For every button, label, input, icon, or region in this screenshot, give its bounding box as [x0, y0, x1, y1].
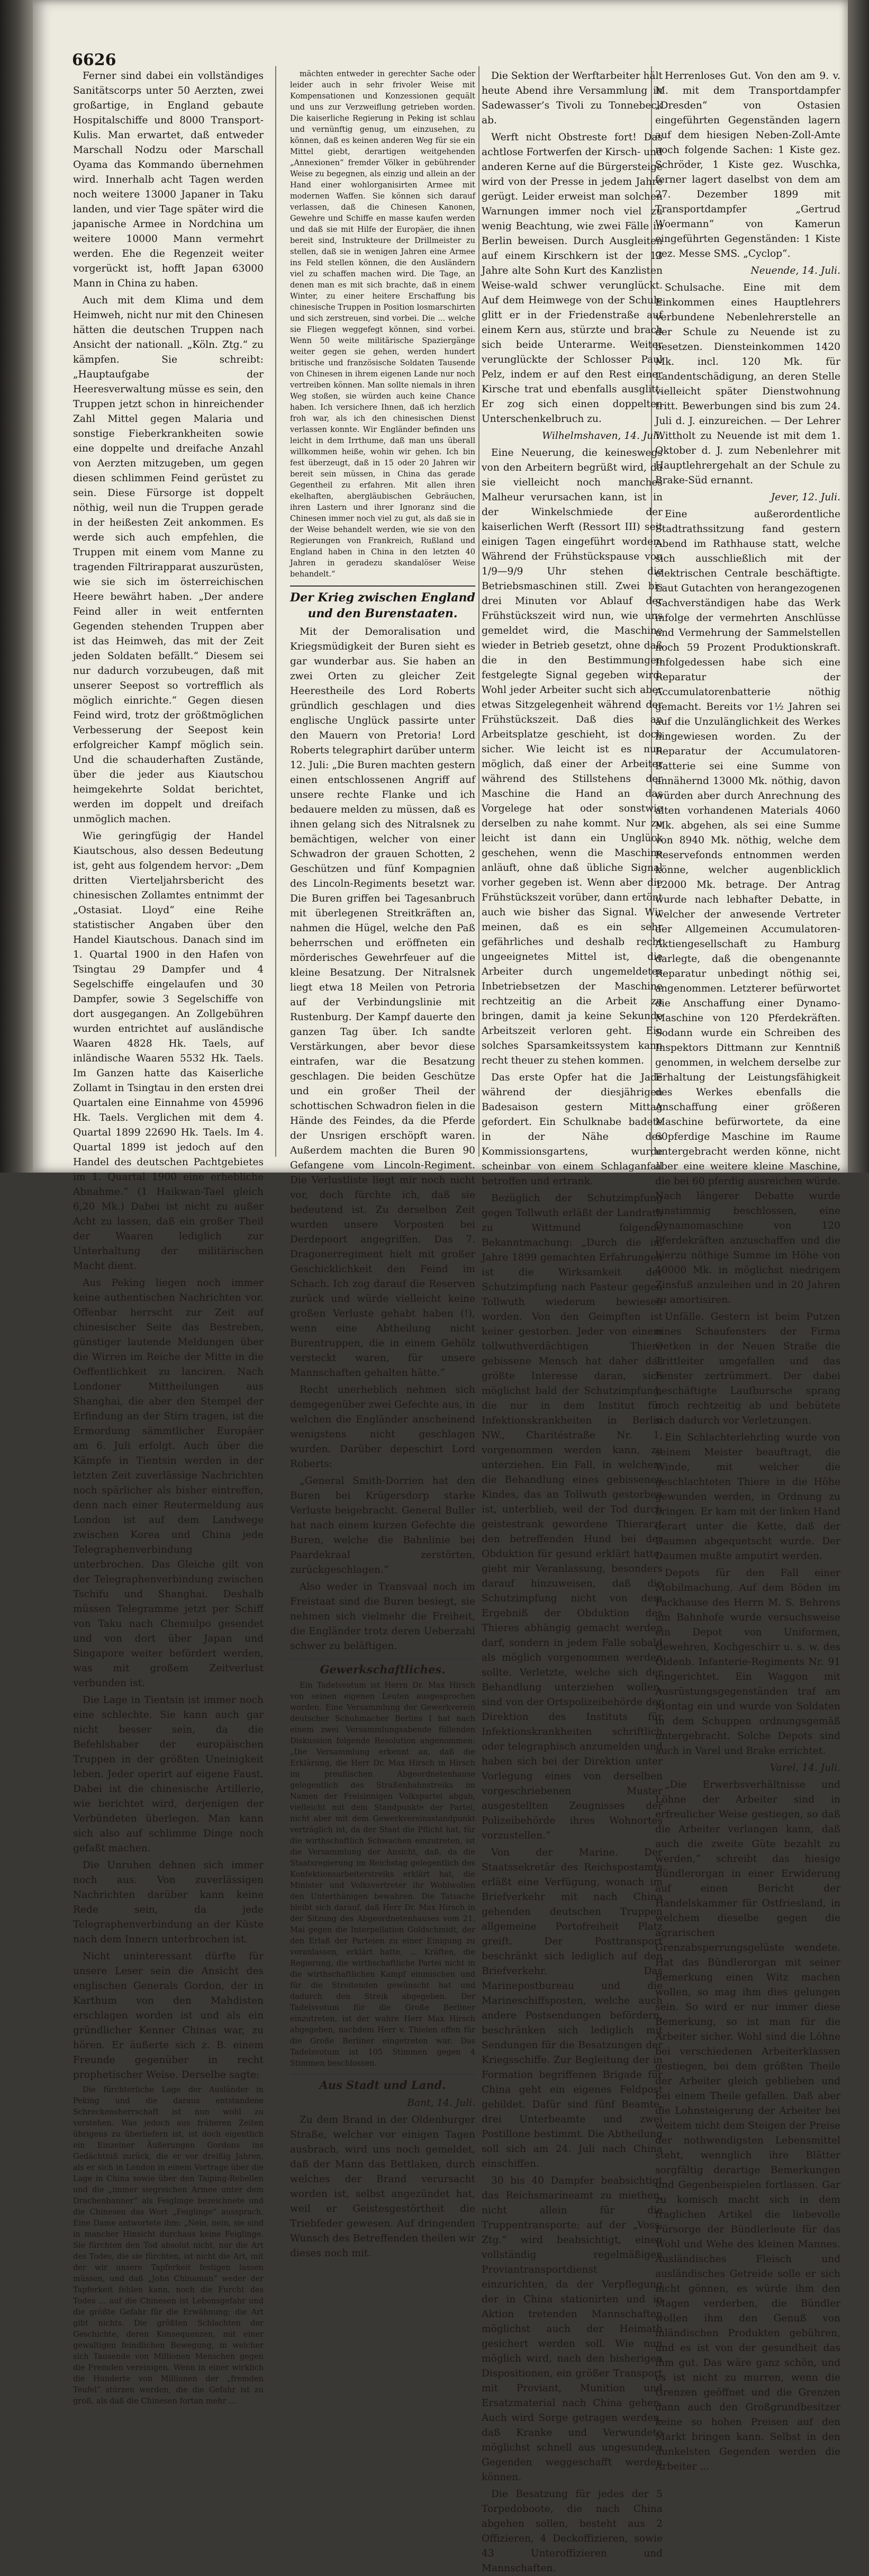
- article-paragraph: Werft nicht Obstreste fort! Das achtlose Fortwerfen der Kirsch- und anderen Kerne auf die Bürgersteige wird von der Presse in jedem Jahre gerügt. Leider erweist man solchen Warnungen immer noch viel zu wenig Beachtung, wie zwei Fälle in Berlin beweisen. Durch Ausgleiten auf einem Kirschkern ist der 13 Jahre alte Sohn Kurt des Kanzlisten Weise-wald schwer verunglückt. Auf dem Heimwege von der Schule glitt er in der Friedenstraße auf einem Kern aus, stürzte und brach sich beide Unterarme. Weiter verunglückte der Schlosser Paul Pelz, indem er auf den Rest einer Kirsche trat und ebenfalls ausglitt. Er zog sich einen doppelten Unterschenkelbruch zu.: [482, 132, 663, 425]
- article-paragraph: Mit der Demoralisation und Kriegsmüdigkeit der Buren sieht es gar wunderbar aus. Sie haben an zwei Orten zu gleicher Zeit Heerestheile des Lord Roberts gründlich geschlagen und dies englische Unglück passirte unter den Mauern von Pretoria! Lord Roberts telegraphirt darüber unterm 12. Juli: „Die Buren machten gestern einen entschlossenen Angriff auf unsere rechte Flanke und ich bedauere melden zu müssen, daß es ihnen gelang sich des Nitralsnek zu bemächtigen, welcher von einer Schwadron der grauen Schotten, 2 Geschützen und fünf Kompagnien des Lincoln-Regiments besetzt war. Die Buren griffen bei Tagesanbruch mit überlegenen Streitkräften an, nahmen die Hügel, welche den Paß beherrschen und eröffneten ein mörderisches Gewehrfeuer auf die kleine Besatzung. Der Nitralsnek liegt etwa 18 Meilen von Petroria auf der Verbindungslinie mit Rustenburg. Der Kampf dauerte den ganzen Tag über. Ich sandte Verstärkungen, aber bevor diese eintrafen, war die Besatzung geschlagen. Die beiden Geschütze und ein großer Theil der schottischen Schwadron fielen in die Hände des Feindes, da die Pferde der Unsrigen erschöpft waren. Außerdem machten die Buren 90 Gefangene vom Lincoln-Regiment. Die Verlustliste liegt mir noch nicht vor, doch fürchte ich, daß sie bedeutend ist. Zu derselben Zeit wurden unsere Vorposten bei Derdepoort angegriffen. Das 7. Dragonerregiment hielt mit großer Geschicklichkeit den Feind im Schach. Ich zog darauf die Reserven zurück und würde vielleicht keine großen Verluste gehabt haben (!), wenn eine Abtheilung nicht Burentruppen, die in einem Gehölz versteckt waren, für unsere Mannschaften gehalten hätte.“: [290, 626, 475, 1379]
- article-paragraph: Die Lage in Tientsin ist immer noch eine schlechte. Sie kann auch gar nicht besser sein, da die Befehlshaber der europäischen Truppen in der größten Uneinigkeit leben. Jeder operirt auf eigene Faust. Dabei ist die chinesische Artillerie, wie berichtet wird, derjenigen der Verbündeten überlegen. Man kann sich also auf schlimme Dinge noch gefaßt machen.: [73, 1695, 264, 1854]
- article-paragraph: Wie geringfügig der Handel Kiautschous, also dessen Bedeutung ist, geht aus folgendem hervor: „Dem dritten Vierteljahrsbericht des chinesischen Zollamtes entnimmt der „Ostasiat. Lloyd“ eine Reihe statistischer Angaben über den Handel Kiautschous. Danach sind im 1. Quartal 1900 in den Hafen von Tsingtau 29 Dampfer und 4 Segelschiffe eingelaufen und 30 Dampfer, sowie 3 Segelschiffe von dort ausgegangen. An Zollgebühren wurden entrichtet auf ausländische Waaren 4828 Hk. Taels, auf inländische Waaren 5532 Hk. Taels. Im Ganzen hatte das Kaiserliche Zollamt in Tsingtau in den ersten drei Quartalen eine Einnahme von 45996 Hk. Taels. Verglichen mit dem 4. Quartal 1899 22690 Hk. Taels. Im 4. Quartal 1899 ist jedoch auf den Handel des deutschen Pachtgebietes im 1. Quartal 1900 eine erhebliche Abnahme.“ (1 Haikwan-Tael gleich 6,20 Mk.) Dabei ist nicht zu außer Acht zu lassen, daß ein großer Theil der Waaren lediglich zur Unterhaltung der militärischen Macht dient.: [73, 831, 264, 1272]
- column-rule: [275, 66, 276, 1157]
- article-paragraph: Zu dem Brand in der Oldenburger Straße, welcher vor einigen Tagen ausbrach, wird uns noch gemeldet, daß der Mann das Bettlaken, durch welches der Brand verursacht worden ist, selbst angezündet hat, weil er Geistesgestörtheit die Triebfeder gewesen. Auf dringenden Wunsch des Betreffenden theilen wir dieses noch mit.: [290, 2114, 475, 2259]
- section-heading: Gewerkschaftliches.: [290, 1658, 475, 1677]
- column-rule: [478, 66, 479, 1157]
- article-paragraph: „Die Erwerbsverhältnisse und Löhne der Arbeiter sind in erfreulicher Weise gestiegen, so daß die Arbeiter verlangen kann, daß auch die zweite Güte bezahlt zu werden,“ schreibt das hiesige Bündlerorgan in einer Erwiderung auf einen Bericht der Handelskammer für Ostfriesland, in welchem dieselbe gegen die agrarischen Grenzabsperrungsgelüste wendete. Hat das Bündlerorgan mit seiner Bemerkung einen Witz machen wollen, so mag ihm dies gelungen sein. So wird er nur immer diese Bemerkung, so ist man für die Arbeiter sicher. Wohl sind die Löhne bei verschiedenen Arbeiterklassen gestiegen, bei dem größten Theile der Arbeiter gleich geblieben und bei einem Theile gefallen. Daß aber die Lohnsteigerung der Arbeiter bei weitem nicht dem Steigen der Preise der nothwendigsten Lebensmittel steht, wennglich ihre Blätter sorgfältig derartige Bemerkungen und Gegenbeispielen fortlassen. Gar zu komisch macht sich in dem fraglichen Artikel die liebevolle Fürsorge der Bündlerleute für das Wohl und Wehe des kleinen Mannes. Ausländisches Fleisch und ausländisches Getreide solle er sich nicht gönnen, es würde ihm den Magen verderben, die Bündler wollen ihm den Genuß von inländischen Produkten gebühren, und es ist von der gesundheit das ihm gut. Das wäre ganz schön, und es ist nicht zu murren, wenn die Grenzen geöffnet und die Grenzen dann auch den Großgrundbesitzer keine so hohen Preisen auf den Markt bringen kann. Selbst in den dunkelsten Gegenden werden die Arbeiter ...: [655, 1779, 840, 2472]
- article-paragraph: 30 bis 40 Dampfer beabsichtigt das Reichsmarineamt zu miethen, nicht allein für die Truppentransporte; auf der „Voss. Ztg.“ wird beabsichtigt, einen vollständig regelmäßigen Proviantransportdienst einzurichten, da der Verpflegung der in China stationirten und in Aktion tretenden Mannschaften möglichst auch der Heimath gesichert werden soll. Wie nun möglich wird, nach den bisherigen Dispositionen, ein größer Transport mit Proviant, Munition und Ersatzmaterial nach China gehen. Auch wird Sorge getragen werden, daß Kranke und Verwundete möglichst schnell aus ungesunden Gegenden weggeschafft werden können.: [482, 2175, 663, 2483]
- article-paragraph: Eine Neuerung, die keineswegs von den Arbeitern begrüßt wird, da sie vielleicht noch manches Malheur verursachen kann, ist in der Winkelschmiede der kaiserlichen Werft (Ressort III) seit einigen Tagen eingeführt worden. Während der Frühstückspause von 1/9—9/9 Uhr stehen die Betriebsmaschinen still. Zwei bis drei Minuten vor Ablauf der Frühstückszeit wird nun, wie uns gemeldet wird, die Maschine wieder in Betrieb gesetzt, ohne daß die in den Bestimmungen festgelegte Signal gegeben wird. Wohl jeder Arbeiter sucht sich aber etwas Sitzgelegenheit während der Frühstückszeit. Daß dies an Arbeitsplatze geschieht, ist doch sicher. Wie leicht ist es nun möglich, daß einer der Arbeiter während des Stillstehens der Maschine die Hand an das Vorgelege hat oder sonstwie derselben zu nahe kommt. Nur zu leicht ist dann ein Unglück geschehen, wenn die Maschine anläuft, ohne daß übliche Signal vorher gegeben ist. Wenn aber die Frühstückszeit vorüber, dann ertönt auch wie bisher das Signal. Wir meinen, daß es ein sehr gefährliches und deshalb recht ungeeignetes Mittel ist, die Arbeiter durch ungemeldetes Inbetriebsetzen der Maschine rechtzeitig an die Arbeit zu bringen, damit ja keine Sekunde Arbeitszeit verloren geht. Ein solches Sparsamkeitssystem kann recht theuer zu stehen kommen.: [482, 447, 663, 1066]
- dateline: Varel, 14. Juli.: [770, 1762, 840, 1773]
- article-paragraph: Bezüglich der Schutzimpfung gegen Tollwuth erläßt der Landrath zu Wittmund folgende Bekanntmachung: „Durch die im Jahre 1899 gemachten Erfahrungen ist die Wirksamkeit der Schutzimpfung nach Pasteur gegen Tollwuth wiederum bewiesen worden. Von den Geimpften ist keiner gestorben. Jeder von einem tollwuthverdächtigen Thiere gebissene Mensch hat daher das größte Interesse daran, sich möglichst bald der Schutzimpfung, die nur in dem Institut für Infektionskrankheiten in Berlin NW., Charitéstraße Nr. 1, vorgenommen werden kann, zu unterziehen. Ein Fall, in welchem die Behandlung eines gebissenen Kindes, das an Tollwuth gestorben ist, unterblieb, weil der Tod durch geistestrank gewordene Thierarzt den betreffenden Hund bei der Obduktion für gesund erklärt hatte, giebt mir Veranlassung, besonders darauf hinzuweisen, daß die Schutzimpfung nicht von dem Ergebniß der Obduktion des Thieres abhängig gemacht werden darf, sondern in jedem Falle sobald als möglich vorgenommen werden sollte. Verletzte, welche sich der Behandlung unterziehen wollen, sind von der Ortspolizeibehörde der Direktion des Instituts für Infektionskrankheiten schriftlich oder telegraphisch anzumelden und haben sich bei der Direktion unter Vorlegung eines von derselben vorgeschriebenen Muster ausgestellten Zeugnisses der Polizeibehörde ihres Wohnortes vorzustellen.“: [482, 1193, 663, 1841]
- article-paragraph: Ferner sind dabei ein vollständiges Sanitätscorps unter 50 Aerzten, zwei großartige, in England gebaute Hospitalschiffe und 8000 Transport-Kulis. Man erwartet, daß entweder Marschall Nodzu oder Marschall Oyama das Kommando übernehmen wird. Innerhalb acht Tagen werden noch weitere 13000 Japaner in Taku landen, und vier Tage später wird die japanische Armee in Nordchina um weitere 10000 Mann vermehrt werden. Ehe die Regenzeit weiter vorgerückt ist, hofft Japan 63000 Mann in China zu haben.: [73, 70, 264, 289]
- article-paragraph: Unfälle. Gestern ist beim Putzen eines Schaufensters der Firma Oetken in der Neuen Straße die Trittleiter umgefallen und das Fenster zertrümmert. Der dabei beschäftigte Laufbursche sprang noch rechtzeitig ab und behütete sich dadurch vor Verletzungen.: [655, 1311, 840, 1426]
- column-3: [482, 69, 663, 2574]
- dateline: Wilhelmshaven, 14. Juli.: [542, 430, 663, 442]
- article-paragraph: mächten entweder in gerechter Sache oder leider auch in sehr frivoler Weise mit Kompensationen und Konzessionen gequält und uns zur Verzweiflung getrieben worden. Die kaiserliche Regierung in Peking ist schlau und vernünftig genug, um einzusehen, zu können, daß es keinen anderen Weg für sie ein Mittel giebt, derartigen weitgehenden „Annexionen“ fremder Völker in gebührender Weise zu begegnen, als einzig und allein an der Hand einer wohlorganisirten Armee mit modernen Waffen. Sie können sich darauf verlassen, daß die Chinesen Kanonen, Gewehre und Schiffe en masse kaufen werden und daß sie mit Hilfe der Europäer, die ihnen bereit sind, Instrukteure der Drillmeister zu stellen, daß sie in wenigen Jahren eine Armee ins Feld stellen können, die den Ausländern viel zu schaffen machen wird. Die Tage, an denen man es mit sich brachte, daß in einem Winter, zu einer heitere Erschaffung bis chinesische Truppen in Position losmarschirten und sich zerstreuen, sind vorbei. Die ... welche sie Fliegen weggefegt können, sind vorbei. Wenn 50 weite militärische Spaziergänge weiter gegen sie gehen, werden hundert britische und französische Soldaten Tausende von Chinesen in ihrem eigenen Lande nur noch vertreiben können. Man sollte niemals in ihren Weg stoßen, sie würden auch keine Chance haben. Ich versichere Ihnen, daß ich herzlich froh war, als ich den chinesischen Dienst verlassen konnte. Wir Engländer befinden uns leicht in dem Irrthume, daß man uns überall willkommen heiße, wohin wir gehen. Ich bin fest überzeugt, daß in 15 oder 20 Jahren wir bereit sein müssen, in China das gerade Gegentheil zu erfahren. Mit allen ihren ekelhaften, abergläubischen Gebräuchen, ihren Lastern und ihrer Ignoranz sind die Chinesen immer noch viel zu gut, als daß sie in der Weise behandelt werden, wie sie von den Regierungen von Frankreich, Rußland und England haben in China in den letzten 40 Jahren in geradezu skandalöser Weise behandelt.“: [290, 70, 475, 579]
- article-paragraph: Ein Schlachterlehrling wurde von seinem Meister beauftragt, die Winde, mit welcher die geschlachteten Thiere in die Höhe gewunden werden, in Ordnung zu bringen. Er kam mit der linken Hand derart unter die Kette, daß der Daumen abgequetscht wurde. Der Daumen mußte amputirt werden.: [655, 1432, 840, 1562]
- article-paragraph: Die Unruhen dehnen sich immer noch aus. Von zuverlässigen Nachrichten darüber kann keine Rede sein, da jede Telegraphenverbindung an der Küste nach dem Innern unterbrochen ist.: [73, 1860, 264, 1945]
- book-binding-left: [0, 0, 33, 1173]
- article-paragraph: Nicht uninteressant dürfte für unsere Leser sein die Ansicht des englischen Generals Gordon, der in Karthum von den Mahdisten erschlagen worden ist und als ein gründlicher Kenner Chinas war, zu hören. Er äußerte sich z. B. einem Freunde gegenüber in recht prophetischer Weise. Derselbe sagte:: [73, 1951, 264, 2080]
- page-number: 6626: [72, 51, 116, 69]
- article-paragraph: „General Smith-Dorrien hat den Buren bei Krügersdorp starke Verluste beigebracht. General Buller hat nach einem kurzen Gefechte die Buren, welche die Bahnlinie bei Paardekraal zerstörten, zurückgeschlagen.“: [290, 1475, 475, 1575]
- article-paragraph: Schulsache. Eine mit dem Einkommen eines Hauptlehrers verbundene Nebenlehrerstelle an der Schule zu Neuende ist zu besetzen. Diensteinkommen 1420 Mk. incl. 120 Mk. für Landentschädigung, an deren Stelle vielleicht später Dienstwohnung tritt. Bewerbungen sind bis zum 24. Juli d. J. einzureichen. — Der Lehrer Wittholt zu Neuende ist mit dem 1. Oktober d. J. zum Nebenlehrer mit Hauptlehrergehalt an der Schule zu Brake-Süd ernannt.: [655, 282, 840, 486]
- article-paragraph: Die Sektion der Werftarbeiter hält heute Abend ihre Versammlung in Sadewasser’s Tivoli zu Tonnebeck ab.: [482, 70, 663, 126]
- section-heading: Der Krieg zwischen England und den Burenstaaten.: [290, 586, 475, 622]
- dateline: Jever, 12. Juli.: [771, 492, 840, 503]
- quote-paragraph: Die fürchterliche Lage der Ausländer in Peking und die daraus entstandene Schreckensherrschaft ist nun wohl zu verstehen. Was jedoch aus früheren Zeiten übrigens zu überliefern ist, ist doch eigentlich ein Einzelner Äußerungen Gordons ins Gedächtniß zurück, die er vor dreißig Jahren, als er sich in London in einem Vortrage über die Lage in China sowie über den Taiping-Rebellen und die „immer siegreichen Armee unter dem Drachenbanner“ als Feiglinge bezeichnete und die Chinesen das Wort „Feiglinge“ aussprach. Eine Dame antwortete ihm: „Nein, nein, sie sind in mancher Hinsicht durchaus keine Feiglinge. Sie fürchten den Tod absolut nicht, nur die Art des Todes, die sie fürchten, ist nicht die Art, mit der wir unsere Tapferkeit festigen lassen müssen, und daß „John Chinaman“ weder der Tapferkeit fehlen kann, noch die Furcht des Todes ... auf die Chinesen ist Lebensgefahr und die größte Gefahr für die Erwähnung; die Art gibt nichts. Die größten Schlachten der Geschichte, deren Konsequenzen, mit einer gewaltigen feindlichen Bewegung, in welcher sich Tausende von Millionen Menschen gegen die Fremden vereinigen. Wenn in einer wirklich die Hunderte von Millionen der „fremden Teufel“ stürzen werden, die die Gefahr ist zu groß, als daß die Chinesen fortan mehr ...: [73, 2086, 264, 2406]
- section-heading: Aus Stadt und Land.: [290, 2074, 475, 2093]
- article-paragraph: Aus Peking liegen noch immer keine authentischen Nachrichten vor. Offenbar herrscht zur Zeit auf chinesischer Seite das Bestreben, günstiger lautende Meldungen über die Wirren im Reiche der Mitte in die Oeffentlichkeit zu lanciren. Nach Londoner Mittheilungen aus Shanghai, die aber den Stempel der Erfindung an der Stirn tragen, ist die Ermordung sämmtlicher Europäer am 6. Juli erfolgt. Auch über die Kämpfe in Tientsin werden in der letzten Zeit zuverlässige Nachrichten noch spärlicher als bisher eintreffen, denn nach einer Reutermeldung aus London ist auf dem Landwege zwischen Korea und China jede Telegraphenverbindung unterbrochen. Das Gleiche gilt von der Telegraphenverbindung zwischen Tschifu und Shanghai. Deshalb müssen Telegramme jetzt per Schiff von Taku nach Chemulpo gesendet und von dort über Japan und Singapore weiter befördert werden, was mit großem Zeitverlust verbunden ist.: [73, 1277, 264, 1689]
- article-paragraph: Eine außerordentliche Stadtrathssitzung fand gestern Abend im Rathhause statt, welche sich ausschließlich mit der elektrischen Centrale beschäftigte. Laut Gutachten von herangezogenen Sachverständigen habe das Werk infolge der vermehrten Anschlüsse und Vermehrung der Sammelstellen noch 59 Prozent Produktionskraft. Infolgedessen habe sich eine Reparatur der Accumulatorenbatterie nöthig gemacht. Bereits vor 1½ Jahren sei auf die Unzulänglichkeit des Werkes hingewiesen worden. Zu der Reparatur der Accumulatoren-Batterie sei eine Summe von annähernd 13000 Mk. nöthig, davon würden aber durch Anrechnung des alten vorhandenen Materials 4060 Mk. abgehen, als sei eine Summe von 8940 Mk. nöthig, welche dem Reservefonds entnommen werden könne, welcher augenblicklich 12000 Mk. betrage. Der Antrag wurde nach lebhafter Debatte, in welcher der anwesende Vertreter der Allgemeinen Accumulatoren-Aktiengesellschaft zu Hamburg darlegte, daß die obengenannte Reparatur unbedingt nöthig sei, angenommen. Letzterer befürwortet die Anschaffung einer Dynamo-Maschine von 120 Pferdekräften. Sodann wurde ein Schreiben des Inspektors Dittmann zur Kenntniß genommen, in welchem derselbe zur Erhaltung der Leistungsfähigkeit des Werkes ebenfalls die Anschaffung einer größeren Maschine befürwortete, da eine 60pferdige Maschine im Raume untergebracht werden könne, nicht aber eine weitere kleine Maschine, die bei 60 pferdig ausreichen würde. Nach längerer Debatte wurde einstimmig beschlossen, eine Dynamomaschine von 120 Pferdekräften anzuschaffen und die hierzu nöthige Summe im Höhe von 40000 Mk. in möglichst niedrigem Zinsfuß anzuleihen und in 20 Jahren zu amortisiren.: [655, 509, 840, 1305]
- dateline: Bant, 14. Juli.: [407, 2097, 475, 2109]
- article-paragraph: Depots für den Fall einer Mobilmachung. Auf dem Böden im Packhause des Herrn M. S. Behrens am Bahnhofe wurde versuchsweise ein Depot von Uniformen, Gewehren, Kochgeschirr u. s. w. des Oldenb. Infanterie-Regiments Nr. 91 eingerichtet. Ein Waggon mit Ausrüstungsgegenständen traf am Montag ein und wurde von Soldaten in dem Schuppen ordnungsgemäß untergebracht. Solche Depots sind auch in Varel und Brake errichtet.: [655, 1568, 840, 1757]
- article-paragraph: Ein Tadelsvotum ist Herrn Dr. Max Hirsch von seinen eigenen Leuten ausgesprochen worden. Eine Versammlung der Gewerkverein deutscher Schuhmacher Berlins I hat nach einem zwei Versammlungsabende füllenden Diskussion folgende Resolution angenommen: „Die Versammlung erkennt an, daß die Erklärung, die Herr Dr. Max Hirsch in Hirsch im preußischen Abgeordnetenhause gelegentlich des Straßenbahnstreiks im Namen der Freisinnigen Volkspartei abgab, vielleicht mit dem Standpunkte der Partei, nicht aber mit dem Gewerkvereinsstandpunkt verträglich ist, da der Staat die Pflicht hat, für die wirthschaftlich Schwachen einzutreten, ist die Versammlung der Ansicht, daß, da die Staatsregierung im Reichstag gelegentlich des Konfektionsarbeiterstreiks erklärt hat, die Minister und Volksvertreter ihr Wohlwollen den Unterthänigen bewahren. Die Tatsache bleibt sich darauf, daß Herr Dr. Max Hirsch in der Sitzung des Abgeordnetenhauses vom 21. Mai gegen die Interpellation Goldschmidt, der den Erlaß der Parteien zu einer Einigung zu veranlassen, erklärt hatte, ... Kräften, die Regierung, die wirthschaftliche Partei nicht in die wirthschaftlichen Kampf einmischen und für die Streitenden gewünscht hat und dadurch den Streik abgegeben. Der Tadelsvotum für die Große Berliner einzutreten, ist der wahre Herr Max Hirsch abgegeben, nachdem Herr v. Thielen offen für die Große Berliner eingetreten war. Das Tadelsvotum ist 105 Stimmen gegen 4 Stimmen beschlossen.: [290, 1681, 475, 2068]
- column-1: [73, 69, 264, 2406]
- column-4: [655, 69, 840, 2472]
- column-2: [290, 69, 475, 2259]
- article-paragraph: Von der Marine. Der Staatssekretär des Reichspostamts erläßt eine Verfügung, wonach im Briefverkehr mit nach China gehenden deutschen Truppen allgemeine Portofreiheit Platz greift. Der Posttransport beschränkt sich lediglich auf den Briefverkehr. Das Marinepostbureau und die Marineschiffsposten, welche auch andere Postsendungen befördern, beschränken sich lediglich mit Sendungen für die Besatzungen der Kriegsschiffe. Zur Begleitung der in Formation begriffenen Brigade für China geht ein eigenes Feldpost gebildet. Dafür sind fünf Beamte, drei Unterbeamte und zwei Postillone bestimmt. Die Abtheilung soll sich am 24. Juli nach China einschiffen.: [482, 1847, 663, 2169]
- article-paragraph: Auch mit dem Klima und dem Heimweh, nicht nur mit den Chinesen hätten die deutschen Truppen nach Ansicht der nationall. „Köln. Ztg.“ zu kämpfen. Sie schreibt: „Hauptaufgabe der Heeresverwaltung müsse es sein, den Truppen jetzt schon in hinreichender Zahl Mittel gegen Malaria und sonstige Fieberkrankheiten sowie eine doppelte und dreifache Anzahl von Aerzten mitzugeben, um gegen diesen schlimmen Feind gerüstet zu sein. Diese Fürsorge ist doppelt nöthig, weil nun die Truppen gerade in der heißesten Zeit ankommen. Es werde sich auch empfehlen, die Truppen mit einem vom Manne zu tragenden Filtrirapparat auszurüsten, wie sie sich im österreichischen Heere bewährt haben. „Der andere Feind aller in weit entfernten Gegenden stehenden Truppen aber ist das Heimweh, das mit der Zeit jeden Soldaten befällt.“ Diesem sei nur dadurch vorzubeugen, daß mit unserer Seepost so vortrefflich als möglich einrichte.“ Gegen diesen Feind wird, trotz der größtmöglichen Verbesserung der Seepost kein erfolgreicher Kampf möglich sein. Und die schauderhaften Zustände, über die jeder aus Kiautschou heimgekehrte Soldat berichtet, werden im doppelt und dreifach unmöglich machen.: [73, 295, 264, 825]
- article-paragraph: Also weder in Transvaal noch im Freistaat sind die Buren besiegt, sie nehmen sich vielmehr die Freiheit, die Engländer trotz deren Ueberzahl schwer zu beläftigen.: [290, 1581, 475, 1652]
- article-paragraph: Das erste Opfer hat die Jade während der diesjährigen Badesaison gestern Mittag gefordert. Ein Schulknabe badete in der Nähe des Kommissionsgartens, wurde scheinbar von einem Schlaganfall betroffen und ertrank.: [482, 1072, 663, 1187]
- article-paragraph: Die Besatzung für jedes der 5 Torpedoboote, die nach China abgehen sollen, besteht aus 2 Offizieren, 4 Deckoffizieren, sowie 43 Unteroffizieren und Mannschaften.: [482, 2489, 663, 2574]
- article-paragraph: Herrenloses Gut. Von den am 9. v. M. mit dem Transportdampfer „Dresden“ von Ostasien eingeführten Gegenständen lagern auf dem hiesigen Neben-Zoll-Amte noch folgende Sachen: 1 Kiste gez. Schröder, 1 Kiste gez. Wuschka, ferner lagert daselbst von dem am 27. Dezember 1899 mit Transportdampfer „Gertrud Woermann“ von Kamerun eingeführten Gegenständen: 1 Kiste gez. Messe SMS. „Cyclop“.: [655, 70, 840, 259]
- book-binding-right: [848, 0, 869, 1173]
- dateline: Neuende, 14. Juli.: [750, 265, 840, 276]
- article-paragraph: Recht unerheblich nehmen sich demgegenüber zwei Gefechte aus, in welchen die Engländer anscheinend wenigstens nicht geschlagen wurden. Darüber depeschirt Lord Roberts:: [290, 1384, 475, 1470]
